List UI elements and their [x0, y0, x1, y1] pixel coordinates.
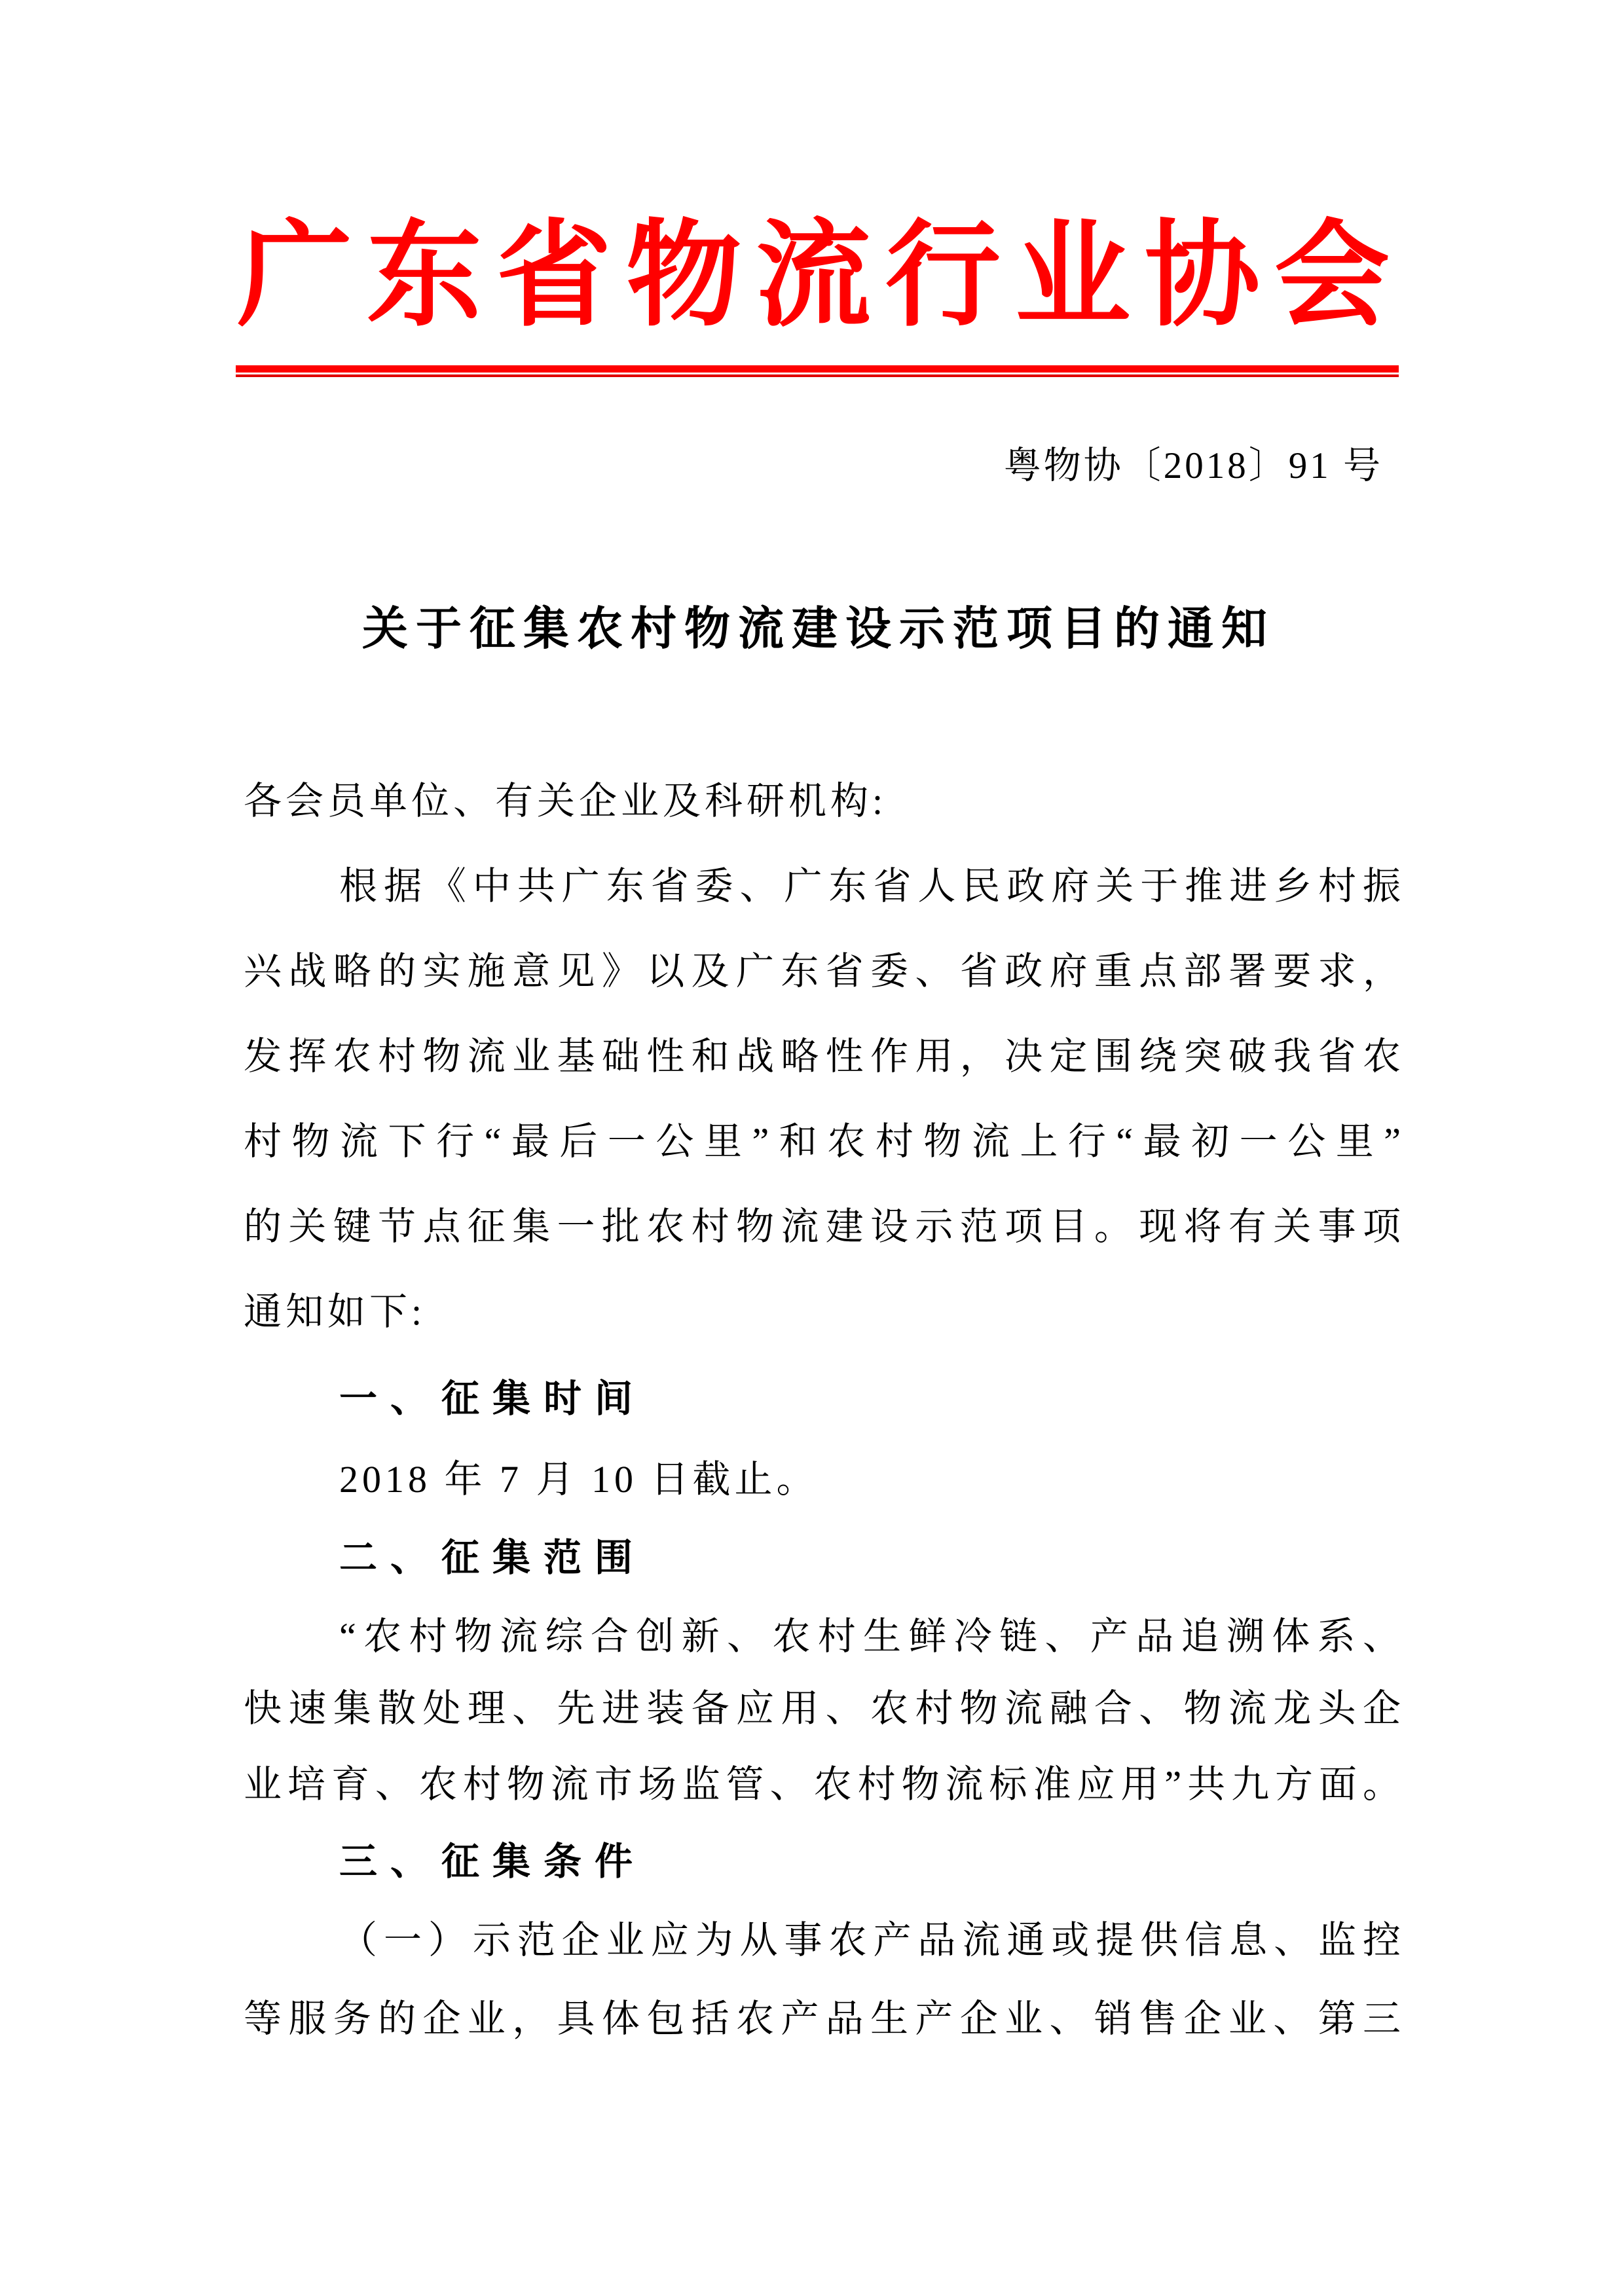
body-line: 根据《中共广东省委、广东省人民政府关于推进乡村振	[339, 865, 1403, 907]
red-divider-thick	[236, 365, 1399, 373]
body-line: （一）示范企业应为从事农产品流通或提供信息、监控	[339, 1919, 1403, 1961]
body-line: 的关键节点征集一批农村物流建设示范项目。现将有关事项	[244, 1205, 1403, 1248]
body-line: 发挥农村物流业基础性和战略性作用，决定围绕突破我省农	[244, 1035, 1403, 1078]
section-heading-2: 二、征集范围	[339, 1537, 646, 1579]
org-masthead-title: 广东省物流行业协会	[237, 213, 1405, 340]
body-line-salutation: 各会员单位、有关企业及科研机构:	[244, 780, 887, 822]
body-line: 业培育、农村物流市场监管、农村物流标准应用”共九方面。	[244, 1763, 1403, 1806]
section-heading-1: 一、征集时间	[339, 1377, 646, 1420]
body-line: 兴战略的实施意见》以及广东省委、省政府重点部署要求，	[244, 950, 1403, 993]
body-line: 快速集散处理、先进装备应用、农村物流融合、物流龙头企	[244, 1687, 1403, 1730]
document-number: 粤物协〔2018〕91 号	[1003, 445, 1383, 486]
document-title: 关于征集农村物流建设示范项目的通知	[362, 604, 1275, 655]
section-heading-3: 三、征集条件	[339, 1840, 646, 1883]
body-line: 等服务的企业，具体包括农产品生产企业、销售企业、第三	[244, 1997, 1403, 2040]
red-divider-thin	[236, 374, 1399, 377]
body-line-deadline: 2018 年 7 月 10 日截止。	[339, 1458, 819, 1501]
body-line: 通知如下:	[244, 1290, 426, 1333]
body-line: 村物流下行“最后一公里”和农村物流上行“最初一公里”	[244, 1120, 1403, 1163]
body-line: “农村物流综合创新、农村生鲜冷链、产品追溯体系、	[339, 1615, 1403, 1658]
